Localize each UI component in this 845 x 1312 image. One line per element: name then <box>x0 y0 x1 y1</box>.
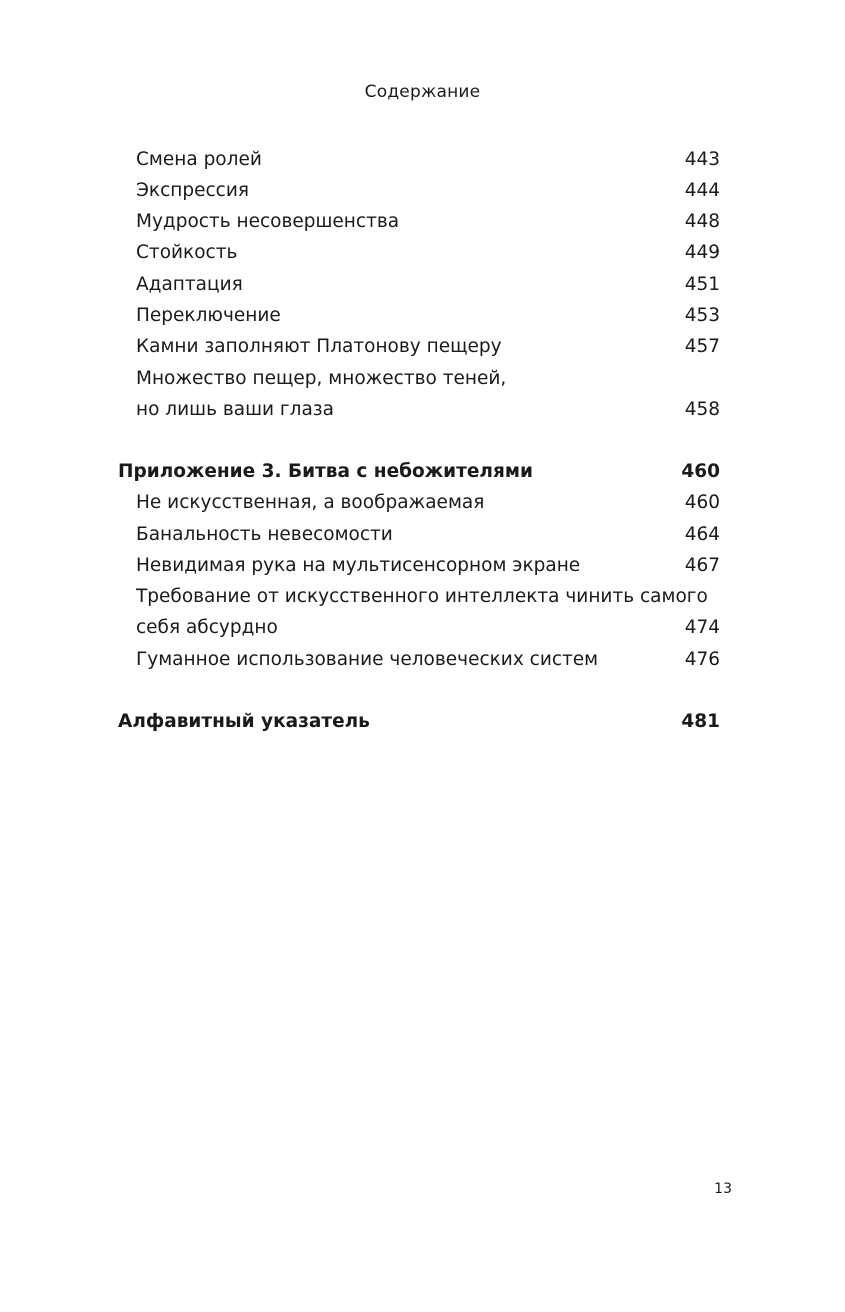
toc-entry-title: Смена ролей <box>136 149 262 170</box>
appendix-item-page: 476 <box>684 649 720 670</box>
toc-entry-page: 457 <box>684 336 720 357</box>
appendix-item-title-line1: Требование от искусственного интеллекта чинить самого <box>136 586 708 607</box>
appendix-item-title: Гуманное использование человеческих систем <box>136 649 599 670</box>
appendix-item-page: 467 <box>684 555 720 576</box>
toc-entry-title: Переключение <box>136 305 281 326</box>
appendix-item-title: Невидимая рука на мультисенсорном экране <box>136 555 581 576</box>
appendix-page: 460 <box>681 461 720 482</box>
toc-entry-page: 453 <box>684 305 720 326</box>
toc-entry-title-line1: Множество пещер, множество теней, <box>136 368 507 389</box>
toc-entry-page: 458 <box>684 399 720 420</box>
appendix-item-title: Не искусственная, а воображаемая <box>136 492 485 513</box>
appendix-title: Приложение 3. Битва с небожителями <box>118 461 533 482</box>
appendix-item-title-line2: себя абсурдно <box>136 617 278 638</box>
appendix-item-page: 460 <box>684 492 720 513</box>
toc-entry-title-line2: но лишь ваши глаза <box>136 399 334 420</box>
index-title: Алфавитный указатель <box>118 711 370 732</box>
toc-entry-page: 444 <box>684 180 720 201</box>
toc-entry-title: Экспрессия <box>136 180 249 201</box>
page-number: 13 <box>714 1181 732 1197</box>
toc-entry-title: Мудрость несовершенства <box>136 211 400 232</box>
toc-entry-page: 451 <box>684 274 720 295</box>
index-page: 481 <box>681 711 720 732</box>
toc-entry-page: 449 <box>684 242 720 263</box>
appendix-item-page: 464 <box>684 524 720 545</box>
toc-entry-title: Камни заполняют Платонову пещеру <box>136 336 502 357</box>
toc-entry-page: 448 <box>684 211 720 232</box>
running-head: Содержание <box>364 82 481 102</box>
toc-entry-title: Стойкость <box>136 242 238 263</box>
appendix-item-page: 474 <box>684 617 720 638</box>
toc-entry-title: Адаптация <box>136 274 243 295</box>
toc-entry-page: 443 <box>684 149 720 170</box>
appendix-item-title: Банальность невесомости <box>136 524 393 545</box>
